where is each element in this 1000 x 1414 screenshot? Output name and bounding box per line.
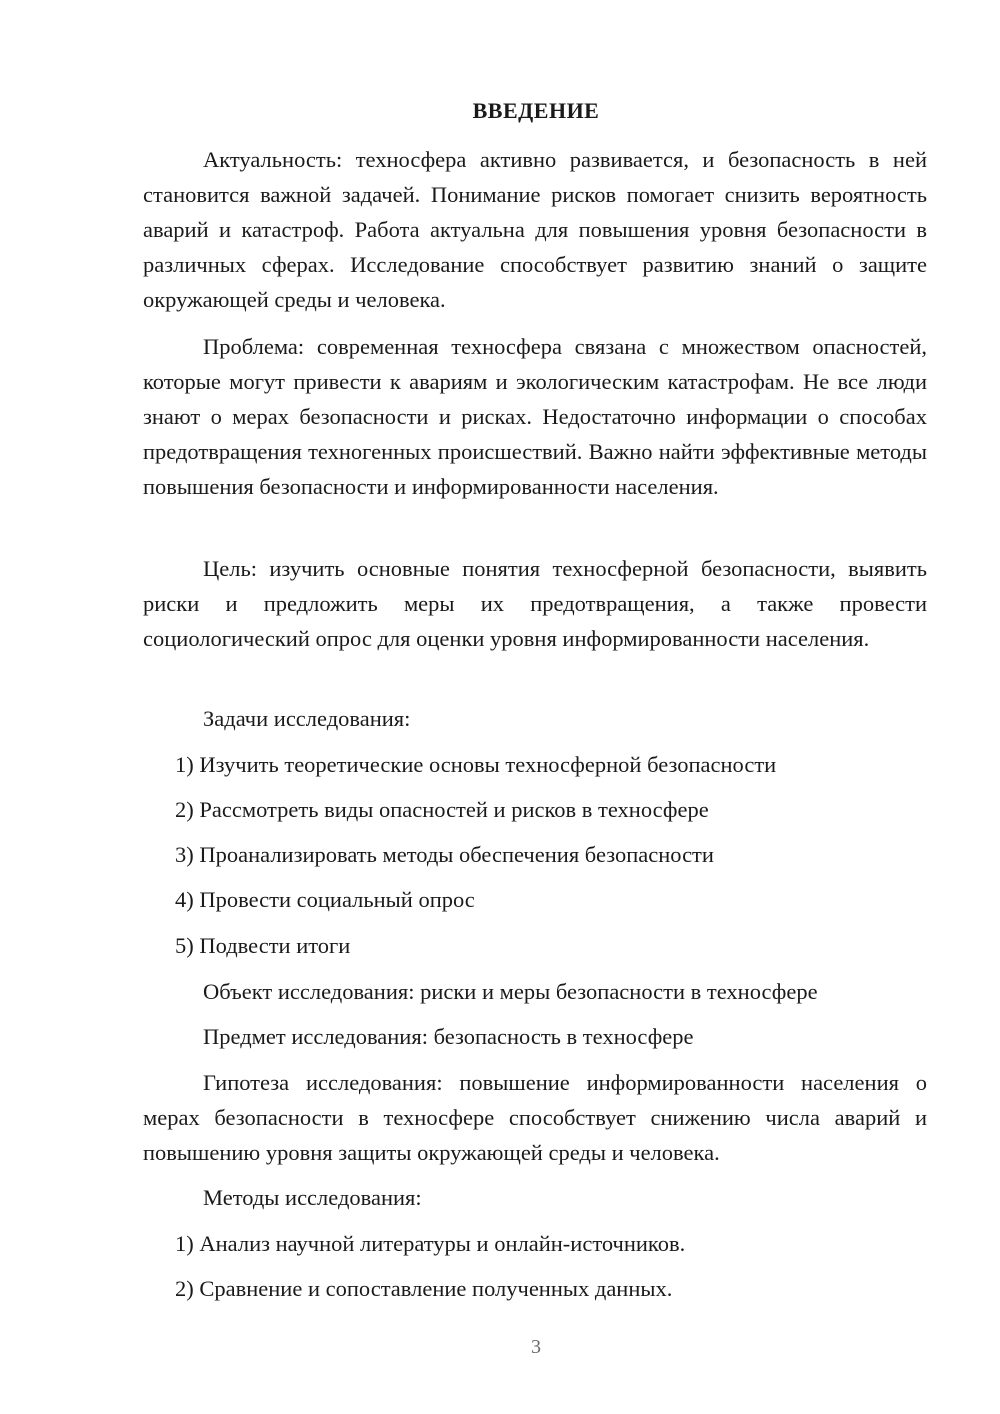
goal-text: Цель: изучить основные понятия техносферной безопасности, выявить риски и предложить меры их предотвращения, а также провести социологический опрос для оценки уровня информированности населения.: [143, 556, 927, 651]
task-item: 5) Подвести итоги: [175, 933, 351, 958]
problem-text: Проблема: современная техносфера связана с множеством опасностей, которые могут привести к авариям и экологическим катастрофам. Не все люди знают о мерах безопасности и рисках. Недостаточно информации о способах предотвращения техногенных происшествий. Важно найти эффективные методы повышения безопасности и информированности населения.: [143, 334, 927, 499]
task-item: 3) Проанализировать методы обеспечения безопасности: [175, 842, 714, 867]
hypothesis-paragraph: [143, 1065, 927, 1170]
research-subject: Предмет исследования: безопасность в техносфере: [203, 1024, 694, 1049]
task-item: 4) Провести социальный опрос: [175, 887, 475, 912]
research-object: Объект исследования: риски и меры безопасности в техносфере: [203, 979, 818, 1004]
relevance-text: Актуальность: техносфера активно развивается, и безопасность в ней становится важной задачей. Понимание рисков помогает снизить вероятность аварий и катастроф. Работа актуальна для повышения уровня безопасности в различных сферах. Исследование способствует развитию знаний о защите окружающей среды и человека.: [143, 147, 927, 312]
section-title: ВВЕДЕНИЕ: [472, 98, 600, 123]
hypothesis-text: Гипотеза исследования: повышение информированности населения о мерах безопасности в техносфере способствует снижению числа аварий и повышению уровня защиты окружающей среды и человека.: [143, 1070, 927, 1165]
task-item: 1) Изучить теоретические основы техносферной безопасности: [175, 752, 777, 777]
goal-paragraph: [143, 551, 927, 656]
method-item: 2) Сравнение и сопоставление полученных данных.: [175, 1276, 673, 1301]
relevance-paragraph: [143, 142, 927, 317]
method-item: 1) Анализ научной литературы и онлайн-источников.: [175, 1231, 686, 1256]
tasks-heading: Задачи исследования:: [203, 706, 411, 731]
task-item: 2) Рассмотреть виды опасностей и рисков в техносфере: [175, 797, 709, 822]
page-number: 3: [531, 1336, 541, 1358]
problem-paragraph: [143, 329, 927, 504]
methods-heading: Методы исследования:: [203, 1185, 422, 1210]
